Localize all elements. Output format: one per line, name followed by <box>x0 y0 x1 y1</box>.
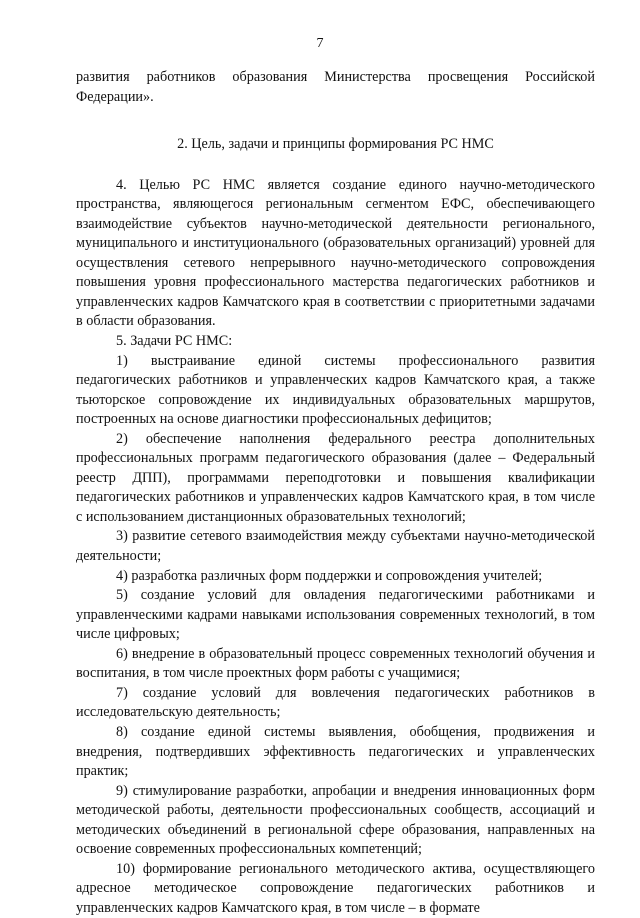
goal-paragraph: 4. Целью РС НМС является создание единого научно-методического пространства, являющегося региональным сегментом ЕФС, обеспечивающего взаимодействие субъектов научно-методической деятельности регионального, муниципального и институционального (образовательных организаций) уровней для осуществления сетевого непрерывного научно-методического сопровождения повышения уровня профессионального мастерства педагогических работников и управленческих кадров Камчатского края в соответствии с приоритетными задачами в области образования. <box>76 176 595 330</box>
task-item-9: 9) стимулирование разработки, апробации и внедрения инновационных форм методической работы, деятельности профессиональных сообществ, ассоциаций и методических объединений в региональной сфере образования, направленных на освоение современных профессиональных компетенций; <box>76 782 595 858</box>
task-item-10: 10) формирование регионального методического актива, осуществляющего адресное методическое сопровождение педагогических работников и управленческих кадров Камчатского края, в том числе – в формате <box>76 860 595 916</box>
task-item-5: 5) создание условий для овладения педагогическими работниками и управленческими кадрами навыками использования современных технологий, в том числе цифровых; <box>76 587 595 643</box>
task-item-4: 4) разработка различных форм поддержки и сопровождения учителей; <box>116 567 543 584</box>
tasks-heading: 5. Задачи РС НМС: <box>116 333 233 350</box>
page-number: 7 <box>316 36 324 51</box>
task-item-3: 3) развитие сетевого взаимодействия между субъектами научно-методической деятельности; <box>76 528 595 565</box>
task-item-7: 7) создание условий для вовлечения педагогических работников в исследовательскую деятельность; <box>76 684 595 721</box>
task-item-1: 1) выстраивание единой системы профессионального развития педагогических работников и управленческих кадров Камчатского края, а также тьюторское сопровождение их индивидуальных образовательных маршрутов, построенных на основе диагностики профессиональных дефицитов; <box>76 352 595 428</box>
intro-fragment: развития работников образования Министерства просвещения Российской Федерации». <box>76 69 595 105</box>
task-item-6: 6) внедрение в образовательный процесс современных технологий обучения и воспитания, в том числе проектных форм работы с учащимися; <box>76 645 595 682</box>
task-item-8: 8) создание единой системы выявления, обобщения, продвижения и внедрения, подтвердивших эффективность педагогических и управленческих практик; <box>76 723 595 780</box>
document-body <box>76 68 595 918</box>
task-item-2: 2) обеспечение наполнения федерального реестра дополнительных профессиональных программ педагогического образования (далее – Федеральный реестр ДПП), программами переподготовки и повышения квалификации педагогических работников и управленческих кадров Камчатского края, в том числе с использованием дистанционных образовательных технологий; <box>76 430 595 525</box>
section-heading: 2. Цель, задачи и принципы формирования РС НМС <box>177 136 494 153</box>
